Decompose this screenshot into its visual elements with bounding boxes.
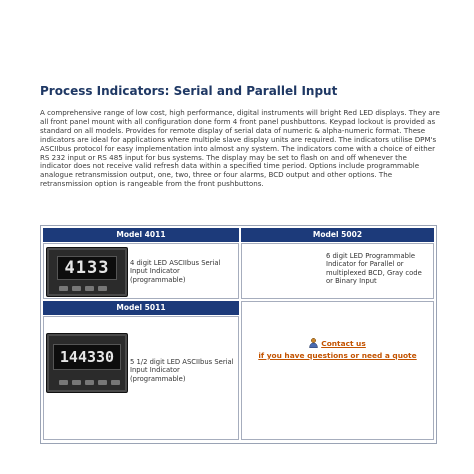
contact-us-link[interactable]: Contact us	[321, 339, 366, 348]
models-table	[40, 225, 437, 444]
model-4011-display-digits: 4133	[64, 258, 110, 278]
model-4011-description: 4 digit LED ASCIIbus Serial Input Indicator (programmable)	[130, 259, 221, 284]
model-4011-cell	[43, 243, 239, 299]
model-5002-header: Model 5002	[241, 228, 434, 242]
person-icon	[309, 338, 318, 350]
model-5011-display-digits: 144330	[59, 348, 115, 366]
model-5011-description: 5 1/2 digit LED ASCIIbus Serial Input Indicator (programmable)	[130, 358, 234, 383]
page-title: Process Indicators: Serial and Parallel Input	[40, 84, 338, 98]
model-5011-cell	[43, 316, 239, 440]
model-4011-header: Model 4011	[43, 228, 239, 242]
model-5011-image	[46, 333, 128, 393]
model-4011-image	[46, 247, 128, 297]
intro-paragraph: A comprehensive range of low cost, high performance, digital instruments will bright Red LED displays. They are all front panel mount with all configuration done form 4 front panel pushbuttons. Keypad lockout is provided as standard on all models. Provides for remote display of serial data of numeric & alpha-numeric format. These indicators are ideal for applications where multiple slave display units are required. The indicators utilise DPM's ASCIIbus protocol for easy implementation into almost any system. The indicators come with a choice of either RS 232 input or RS 485 input for bus systems. The display may be set to flash on and off whenever the indicator does not receive valid refresh data within a specified time period. Options include programmable analogue retransmission output, one, two, three or four alarms, BCD output and other options. The retransmission option is rangeable from the front pushbuttons.	[40, 108, 440, 189]
quote-link[interactable]: if you have questions or need a quote	[258, 351, 417, 360]
model-5002-description: 6 digit LED Programmable Indicator for Parallel or multiplexed BCD, Gray code or Binary Input	[326, 252, 422, 286]
model-5011-header: Model 5011	[43, 301, 239, 315]
contact-cell	[241, 301, 434, 440]
model-5002-cell	[241, 243, 434, 299]
